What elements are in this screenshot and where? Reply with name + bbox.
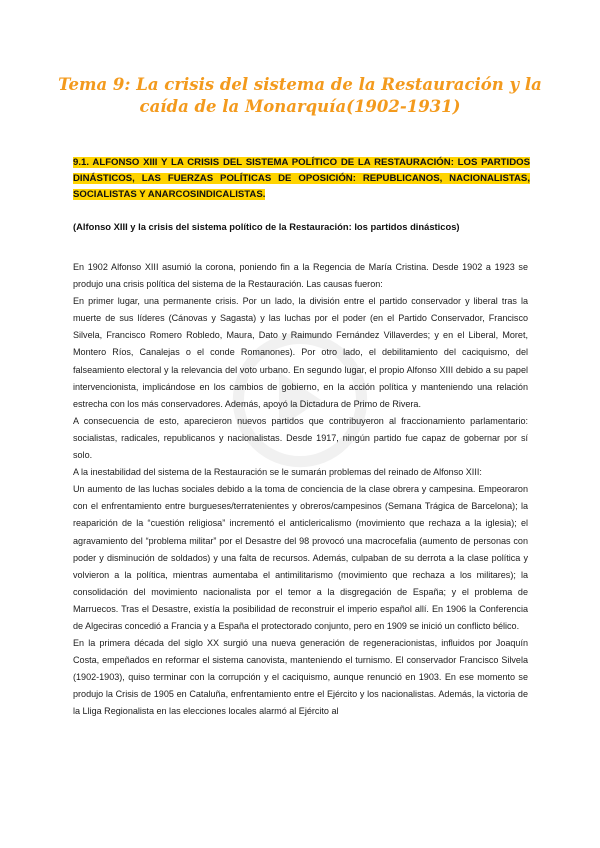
- document-title: Tema 9: La crisis del sistema de la Restauración y la caída de la Monarquía(1902-1931): [58, 75, 542, 116]
- paragraph: En la primera década del siglo XX surgió una nueva generación de regeneracionistas, influidos por Joaquín Costa, empeñados en reformar el sistema canovista, manteniendo el turnismo. El conservador Francisco Silvela (1902-1903), quiso terminar con la corrupción y el caciquismo, aunque renunció en 1903. En ese momento se produjo la Crisis de 1905 en Cataluña, enfrentamiento entre el Ejército y los nacionalistas. Además, la victoria de la Lliga Regionalista en las elecciones locales alarmó al Ejército al: [73, 638, 528, 717]
- paragraph: En primer lugar, una permanente crisis. Por un lado, la división entre el partido conservador y liberal tras la muerte de sus líderes (Cánovas y Sagasta) y las luchas por el poder (en el Partido Conservador, Francisco Silvela, Francisco Romero Robledo, Maura, Dato y Raimundo Fernández Villaverdes; y en el Liberal, Moret, Montero Ríos, Canalejas o el conde Romanones). Por otro lado, el debilitamiento del caciquismo, del falseamiento electoral y la relevancia del voto urbano. En segundo lugar, el propio Alfonso XIII debido a su papel intervencionista, implicándose en los cambios de gobierno, en la acción política y manteniendo una relación estrecha con los más conservadores. Además, apoyó la Dictadura de Primo de Rivera.: [73, 296, 528, 409]
- body-text: [73, 259, 528, 721]
- section-heading-text: 9.1. ALFONSO XIII Y LA CRISIS DEL SISTEMA POLÍTICO DE LA RESTAURACIÓN: LOS PARTIDOS DINÁSTICOS, LAS FUERZAS POLÍTICAS DE OPOSICIÓN: REPUBLICANOS, NACIONALISTAS, SOCIALISTAS Y ANARCOSINDICALISTAS.: [73, 157, 530, 200]
- paragraph: A la inestabilidad del sistema de la Restauración se le sumarán problemas del reinado de Alfonso XIII:: [73, 467, 482, 478]
- paragraph: En 1902 Alfonso XIII asumió la corona, poniendo fin a la Regencia de María Cristina. Desde 1902 a 1923 se produjo una crisis política del sistema de la Restauración. Las causas fueron:: [73, 262, 528, 290]
- paragraph: Un aumento de las luchas sociales debido a la toma de conciencia de la clase obrera y campesina. Empeoraron con el enfrentamiento entre burgueses/terratenientes y obreros/campesinos (Semana Trágica de Barcelona); la reaparición de la “cuestión religiosa” incrementó el anticlericalismo (movimiento que rechaza a la iglesia); el agravamiento del “problema militar” por el Desastre del 98 provocó una macrocefalia (aumento de personas con poder y disminución de soldados) y una falta de recursos. Además, culpaban de su derrota a la clase política y volvieron a la política, mientras aumentaba el antimilitarismo (movimiento que rechaza a los militares); la consolidación del movimiento nacionalista por el temor a la disgregación de España; y el problema de Marruecos. Tras el Desastre, existía la posibilidad de reconstruir el imperio español allí. En 1906 la Conferencia de Algeciras concedió a Francia y a España el protectorado conjunto, pero en 1909 se inició un conflicto bélico.: [73, 484, 528, 631]
- section-heading: [73, 155, 530, 203]
- subheading: (Alfonso XIII y la crisis del sistema político de la Restauración: los partidos dinásticos): [73, 221, 460, 232]
- paragraph: A consecuencia de esto, aparecieron nuevos partidos que contribuyeron al fraccionamiento parlamentario: socialistas, radicales, republicanos y nacionalistas. Desde 1917, ningún partido fue capaz de gobernar por sí solo.: [73, 415, 528, 461]
